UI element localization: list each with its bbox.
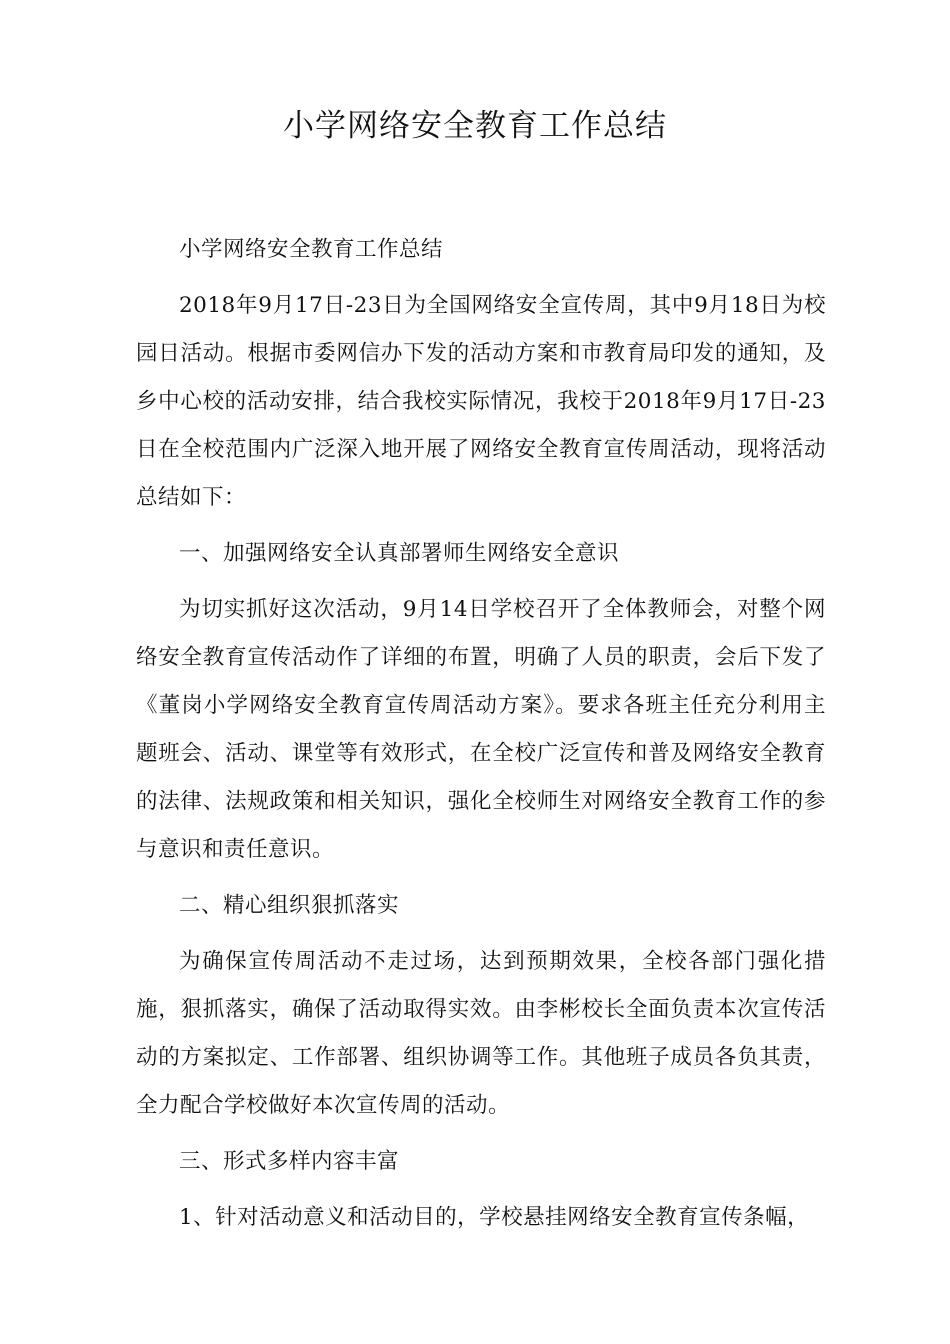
section-heading-1: 一、加强网络安全认真部署师生网络安全意识	[179, 541, 620, 566]
paragraph-subtitle: 小学网络安全教育工作总结	[179, 237, 444, 262]
paragraph-section-1: 为切实抓好这次活动，9月14日学校召开了全体教师会，对整个网络安全教育宣传活动作了详细的布置，明确了人员的职责，会后下发了《董岗小学网络安全教育宣传周活动方案》。要求各班主任充分利用主题班会、活动、课堂等有效形式，在全校广泛宣传和普及网络安全教育的法律、法规政策和相关知识，强化全校师生对网络安全教育工作的参与意识和责任意识。	[136, 597, 826, 862]
document-body	[136, 226, 826, 1250]
paragraph-section-2: 为确保宣传周活动不走过场，达到预期效果，全校各部门强化措施，狠抓落实，确保了活动取得实效。由李彬校长全面负责本次宣传活动的方案拟定、工作部署、组织协调等工作。其他班子成员各负其责，全力配合学校做好本次宣传周的活动。	[136, 949, 826, 1118]
section-heading-3: 三、形式多样内容丰富	[179, 1149, 400, 1174]
section-heading-2: 二、精心组织狠抓落实	[179, 893, 400, 918]
paragraph-intro: 2018年9月17日-23日为全国网络安全宣传周，其中9月18日为校园日活动。根据市委网信办下发的活动方案和市教育局印发的通知，及乡中心校的活动安排，结合我校实际情况，我校于2018年9月17日-23日在全校范围内广泛深入地开展了网络安全教育宣传周活动，现将活动总结如下：	[136, 293, 826, 510]
paragraph-section-3-item-1: 1、针对活动意义和活动目的，学校悬挂网络安全教育宣传条幅，	[179, 1205, 810, 1230]
document-title: 小学网络安全教育工作总结	[283, 108, 667, 144]
